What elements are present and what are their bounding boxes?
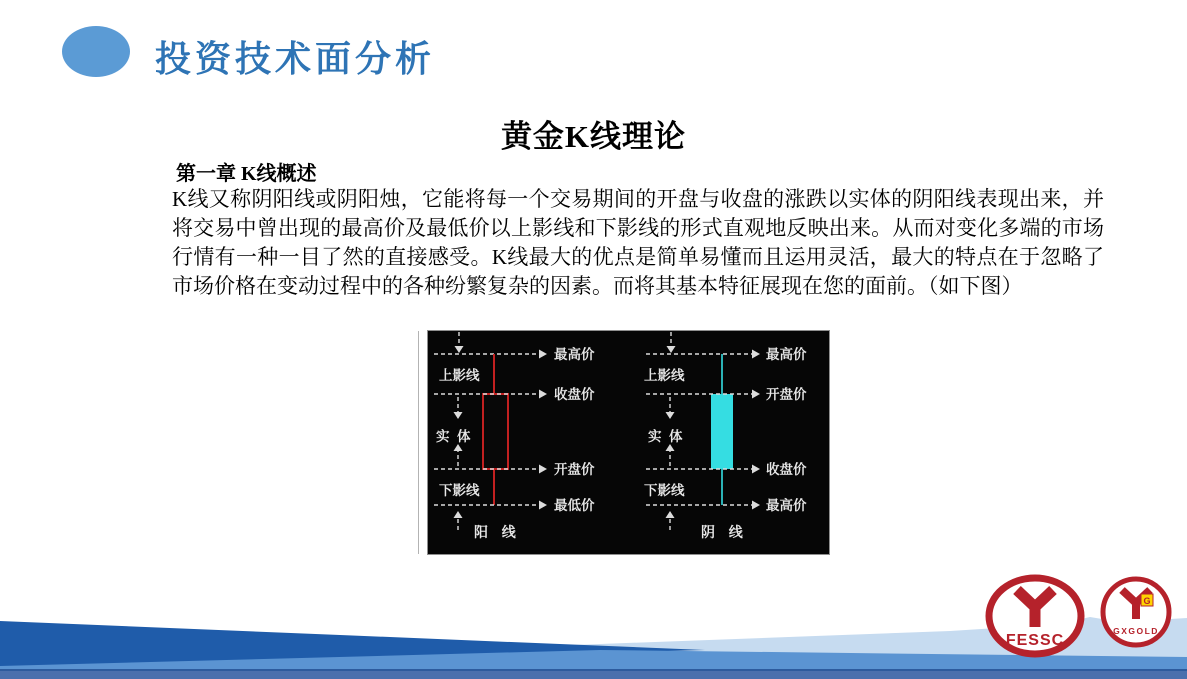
right-arrowhead-icon	[752, 465, 760, 474]
yang-high-price-label: 最高价	[554, 347, 595, 362]
yang-candle-body	[483, 394, 508, 469]
yang-close-price-label: 收盘价	[554, 387, 595, 402]
down-arrowhead-icon	[666, 412, 675, 419]
gxgold-logo-text: GXGOLD	[1113, 626, 1159, 636]
slide-header-title: 投资技术面分析	[155, 38, 436, 79]
bullet-ellipse	[62, 26, 130, 77]
yin-upper-shadow-label: 上影线	[644, 368, 685, 383]
down-arrowhead-icon	[667, 346, 676, 353]
yin-lower-shadow-label: 下影线	[644, 483, 685, 498]
down-arrowhead-icon	[454, 412, 463, 419]
yang-open-price-label: 开盘价	[554, 462, 595, 477]
fessc-logo	[989, 578, 1081, 654]
up-arrowhead-icon	[454, 511, 463, 518]
yin-body-label: 实 体	[648, 429, 683, 444]
yin-candle-body	[711, 394, 733, 469]
gxgold-logo	[1103, 579, 1169, 645]
yin-open-price-label: 开盘价	[766, 387, 807, 402]
yang-lower-shadow-label: 下影线	[439, 483, 480, 498]
yang-upper-shadow-label: 上影线	[439, 368, 480, 383]
yang-low-price-label: 最低价	[554, 498, 595, 513]
footer-logos	[955, 565, 1187, 670]
yin-low-price-label: 最高价	[766, 498, 807, 513]
up-arrowhead-icon	[666, 444, 675, 451]
gxgold-badge-letter: G	[1143, 596, 1151, 606]
yin-high-price-label: 最高价	[766, 347, 807, 362]
right-arrowhead-icon	[752, 501, 760, 510]
down-arrowhead-icon	[455, 346, 464, 353]
yang-caption: 阳 线	[474, 524, 518, 540]
yin-close-price-label: 收盘价	[766, 462, 807, 477]
right-arrowhead-icon	[752, 350, 760, 359]
yin-candle-group	[644, 332, 807, 540]
yang-body-label: 实 体	[436, 429, 471, 444]
up-arrowhead-icon	[454, 444, 463, 451]
fessc-logo-text: FESSC	[1005, 632, 1065, 649]
page-title: 黄金K线理论	[500, 119, 687, 154]
yin-caption: 阴 线	[701, 524, 745, 540]
right-arrowhead-icon	[752, 390, 760, 399]
candlestick-diagram-svg	[428, 331, 829, 554]
body-paragraph: K线又称阴阳线或阴阳烛，它能将每一个交易期间的开盘与收盘的涨跌以实体的阴阳线表现出来，并将交易中曾出现的最高价及最低价以上影线和下影线的形式直观地反映出来。从而对变化多端的市场行情有一种一目了然的直接感受。K线最大的优点是简单易懂而且运用灵活，最大的特点在于忽略了市场价格在变动过程中的各种纷繁复杂的因素。而将其基本特征展现在您的面前。（如下图）	[172, 187, 1104, 298]
up-arrowhead-icon	[666, 511, 675, 518]
right-arrowhead-icon	[539, 465, 547, 474]
bottom-bar	[0, 670, 1187, 679]
panel-left-border-line	[418, 331, 419, 554]
right-arrowhead-icon	[539, 501, 547, 510]
candlestick-diagram	[427, 330, 830, 555]
right-arrowhead-icon	[539, 350, 547, 359]
section-heading: 第一章 K线概述	[176, 163, 317, 185]
yang-candle-group	[434, 332, 595, 540]
right-arrowhead-icon	[539, 390, 547, 399]
